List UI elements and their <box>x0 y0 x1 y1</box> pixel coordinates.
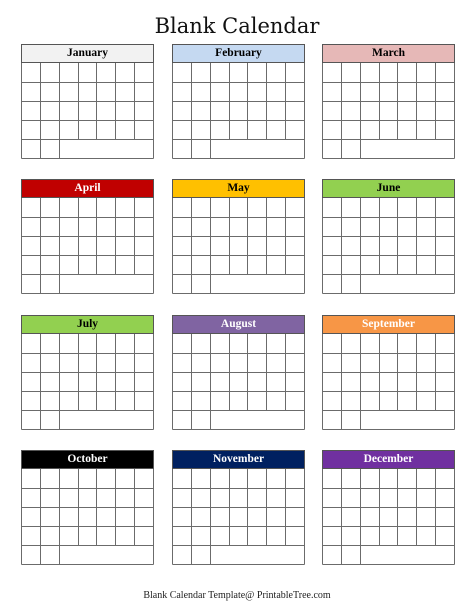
month-april <box>21 179 154 294</box>
day-grid <box>172 63 305 159</box>
day-grid <box>21 198 154 294</box>
month-june <box>322 179 455 294</box>
month-header: May <box>172 179 305 198</box>
month-header: November <box>172 450 305 469</box>
month-header: January <box>21 44 154 63</box>
day-grid <box>21 63 154 159</box>
day-grid <box>322 469 455 565</box>
page-footer: Blank Calendar Template@ PrintableTree.com <box>143 590 331 601</box>
month-header: October <box>21 450 154 469</box>
month-january <box>21 44 154 159</box>
day-grid <box>172 469 305 565</box>
month-october <box>21 450 154 565</box>
month-header: September <box>322 315 455 334</box>
month-november <box>172 450 305 565</box>
month-header: July <box>21 315 154 334</box>
month-header: June <box>322 179 455 198</box>
day-grid <box>21 469 154 565</box>
month-header: December <box>322 450 455 469</box>
month-september <box>322 315 455 430</box>
day-grid <box>172 334 305 430</box>
day-grid <box>172 198 305 294</box>
month-header: August <box>172 315 305 334</box>
month-header: February <box>172 44 305 63</box>
month-march <box>322 44 455 159</box>
day-grid <box>322 63 455 159</box>
month-may <box>172 179 305 294</box>
day-grid <box>21 334 154 430</box>
day-grid <box>322 198 455 294</box>
month-february <box>172 44 305 159</box>
month-header: April <box>21 179 154 198</box>
month-header: March <box>322 44 455 63</box>
month-december <box>322 450 455 565</box>
month-august <box>172 315 305 430</box>
month-july <box>21 315 154 430</box>
day-grid <box>322 334 455 430</box>
page-title: Blank Calendar <box>154 14 320 38</box>
